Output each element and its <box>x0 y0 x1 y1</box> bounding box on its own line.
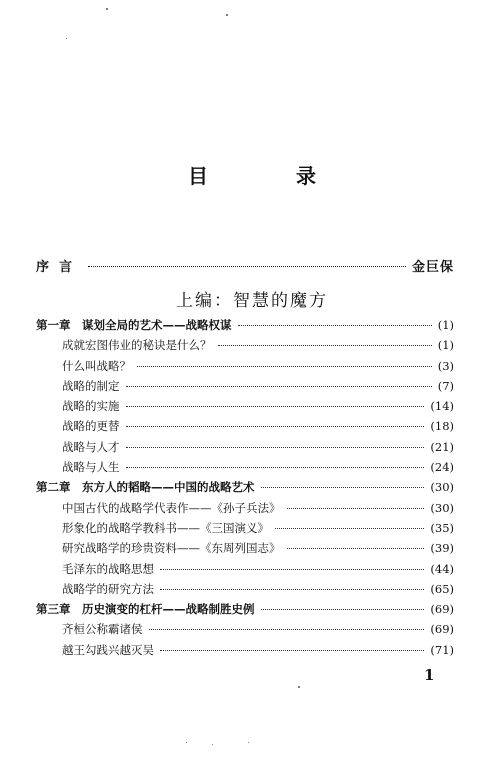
toc-item-row <box>36 538 454 558</box>
page-ref: (44) <box>430 561 454 576</box>
leader-dots <box>261 487 425 488</box>
leader-dots <box>88 266 406 267</box>
page-ref: (3) <box>437 358 454 373</box>
scan-speck <box>66 38 67 39</box>
item-title: 越王勾践兴越灭吴 <box>62 642 154 657</box>
item-title: 研究战略学的珍贵资料——《东周列国志》 <box>62 541 281 556</box>
toc-item-row <box>36 619 454 639</box>
item-title: 战略的制定 <box>62 378 120 393</box>
page-ref: (39) <box>430 541 454 556</box>
toc-item-row <box>36 437 454 457</box>
page-ref: (18) <box>430 419 454 434</box>
page-ref: (24) <box>430 460 454 475</box>
leader-dots <box>126 426 425 427</box>
leader-dots <box>287 508 425 509</box>
leader-dots <box>287 548 425 549</box>
page-ref: (69) <box>430 622 454 637</box>
page-ref: (21) <box>430 439 454 454</box>
toc-chapter-row <box>36 599 454 619</box>
chapter-title: 第三章 历史演变的杠杆——战略制胜史例 <box>36 602 255 617</box>
leader-dots <box>261 609 425 610</box>
item-title: 战略与人才 <box>62 439 120 454</box>
page-title: 目 录 <box>188 164 350 188</box>
toc-chapter-row <box>36 477 454 497</box>
toc-item-row <box>36 416 454 436</box>
leader-dots <box>275 528 424 529</box>
scan-speck <box>226 14 228 16</box>
toc-item-row <box>36 559 454 579</box>
page-ref: (14) <box>430 399 454 414</box>
toc-item-row <box>36 396 454 416</box>
page-ref: (69) <box>430 602 454 617</box>
item-title: 中国古代的战略学代表作——《孙子兵法》 <box>62 500 281 515</box>
leader-dots <box>160 650 424 651</box>
item-title: 齐桓公称霸诸侯 <box>62 622 143 637</box>
leader-dots <box>160 589 424 590</box>
item-title: 成就宏图伟业的秘诀是什么？ <box>62 338 212 353</box>
item-title: 什么叫战略？ <box>62 358 131 373</box>
toc-item-row <box>36 457 454 477</box>
leader-dots <box>126 406 425 407</box>
page-ref: (35) <box>430 520 454 535</box>
page-ref: (30) <box>430 500 454 515</box>
toc-item-row <box>36 376 454 396</box>
section-title: 上编：智慧的魔方 <box>176 291 328 311</box>
page-ref: (1) <box>437 338 454 353</box>
chapter-title: 第二章 东方人的韬略——中国的战略艺术 <box>36 480 255 495</box>
preface-author: 金巨保 <box>411 260 454 275</box>
page-ref: (65) <box>430 581 454 596</box>
item-title: 形象化的战略学教科书——《三国演义》 <box>62 520 269 535</box>
leader-dots <box>218 345 432 346</box>
leader-dots <box>149 629 425 630</box>
toc-item-row <box>36 356 454 376</box>
scan-speck <box>106 8 108 10</box>
leader-dots <box>137 366 432 367</box>
preface-entry <box>36 256 454 275</box>
toc-item-row <box>36 518 454 538</box>
scan-speck <box>248 742 249 743</box>
toc-item-row <box>36 498 454 518</box>
item-title: 战略的实施 <box>62 399 120 414</box>
item-title: 战略的更替 <box>62 419 120 434</box>
scan-speck <box>212 744 213 745</box>
chapter-title: 第一章 谋划全局的艺术——战略权谋 <box>36 318 232 332</box>
leader-dots <box>126 386 432 387</box>
leader-dots <box>238 325 432 326</box>
scan-speck <box>186 742 187 743</box>
page-ref: (7) <box>437 378 454 393</box>
page-ref: (30) <box>430 480 454 495</box>
toc-item-row <box>36 335 454 355</box>
page-ref: (71) <box>430 642 454 657</box>
page-ref: (1) <box>437 318 454 332</box>
toc-list <box>36 315 454 660</box>
toc-chapter-row <box>36 315 454 335</box>
leader-dots <box>126 447 425 448</box>
item-title: 战略学的研究方法 <box>62 581 154 596</box>
item-title: 战略与人生 <box>62 460 120 475</box>
toc-item-row <box>36 579 454 599</box>
scan-speck <box>298 686 300 688</box>
leader-dots <box>126 467 425 468</box>
page-number: 1 <box>424 666 435 684</box>
item-title: 毛泽东的战略思想 <box>62 561 154 576</box>
toc-item-row <box>36 640 454 660</box>
leader-dots <box>160 569 424 570</box>
preface-label: 序言 <box>36 260 83 275</box>
